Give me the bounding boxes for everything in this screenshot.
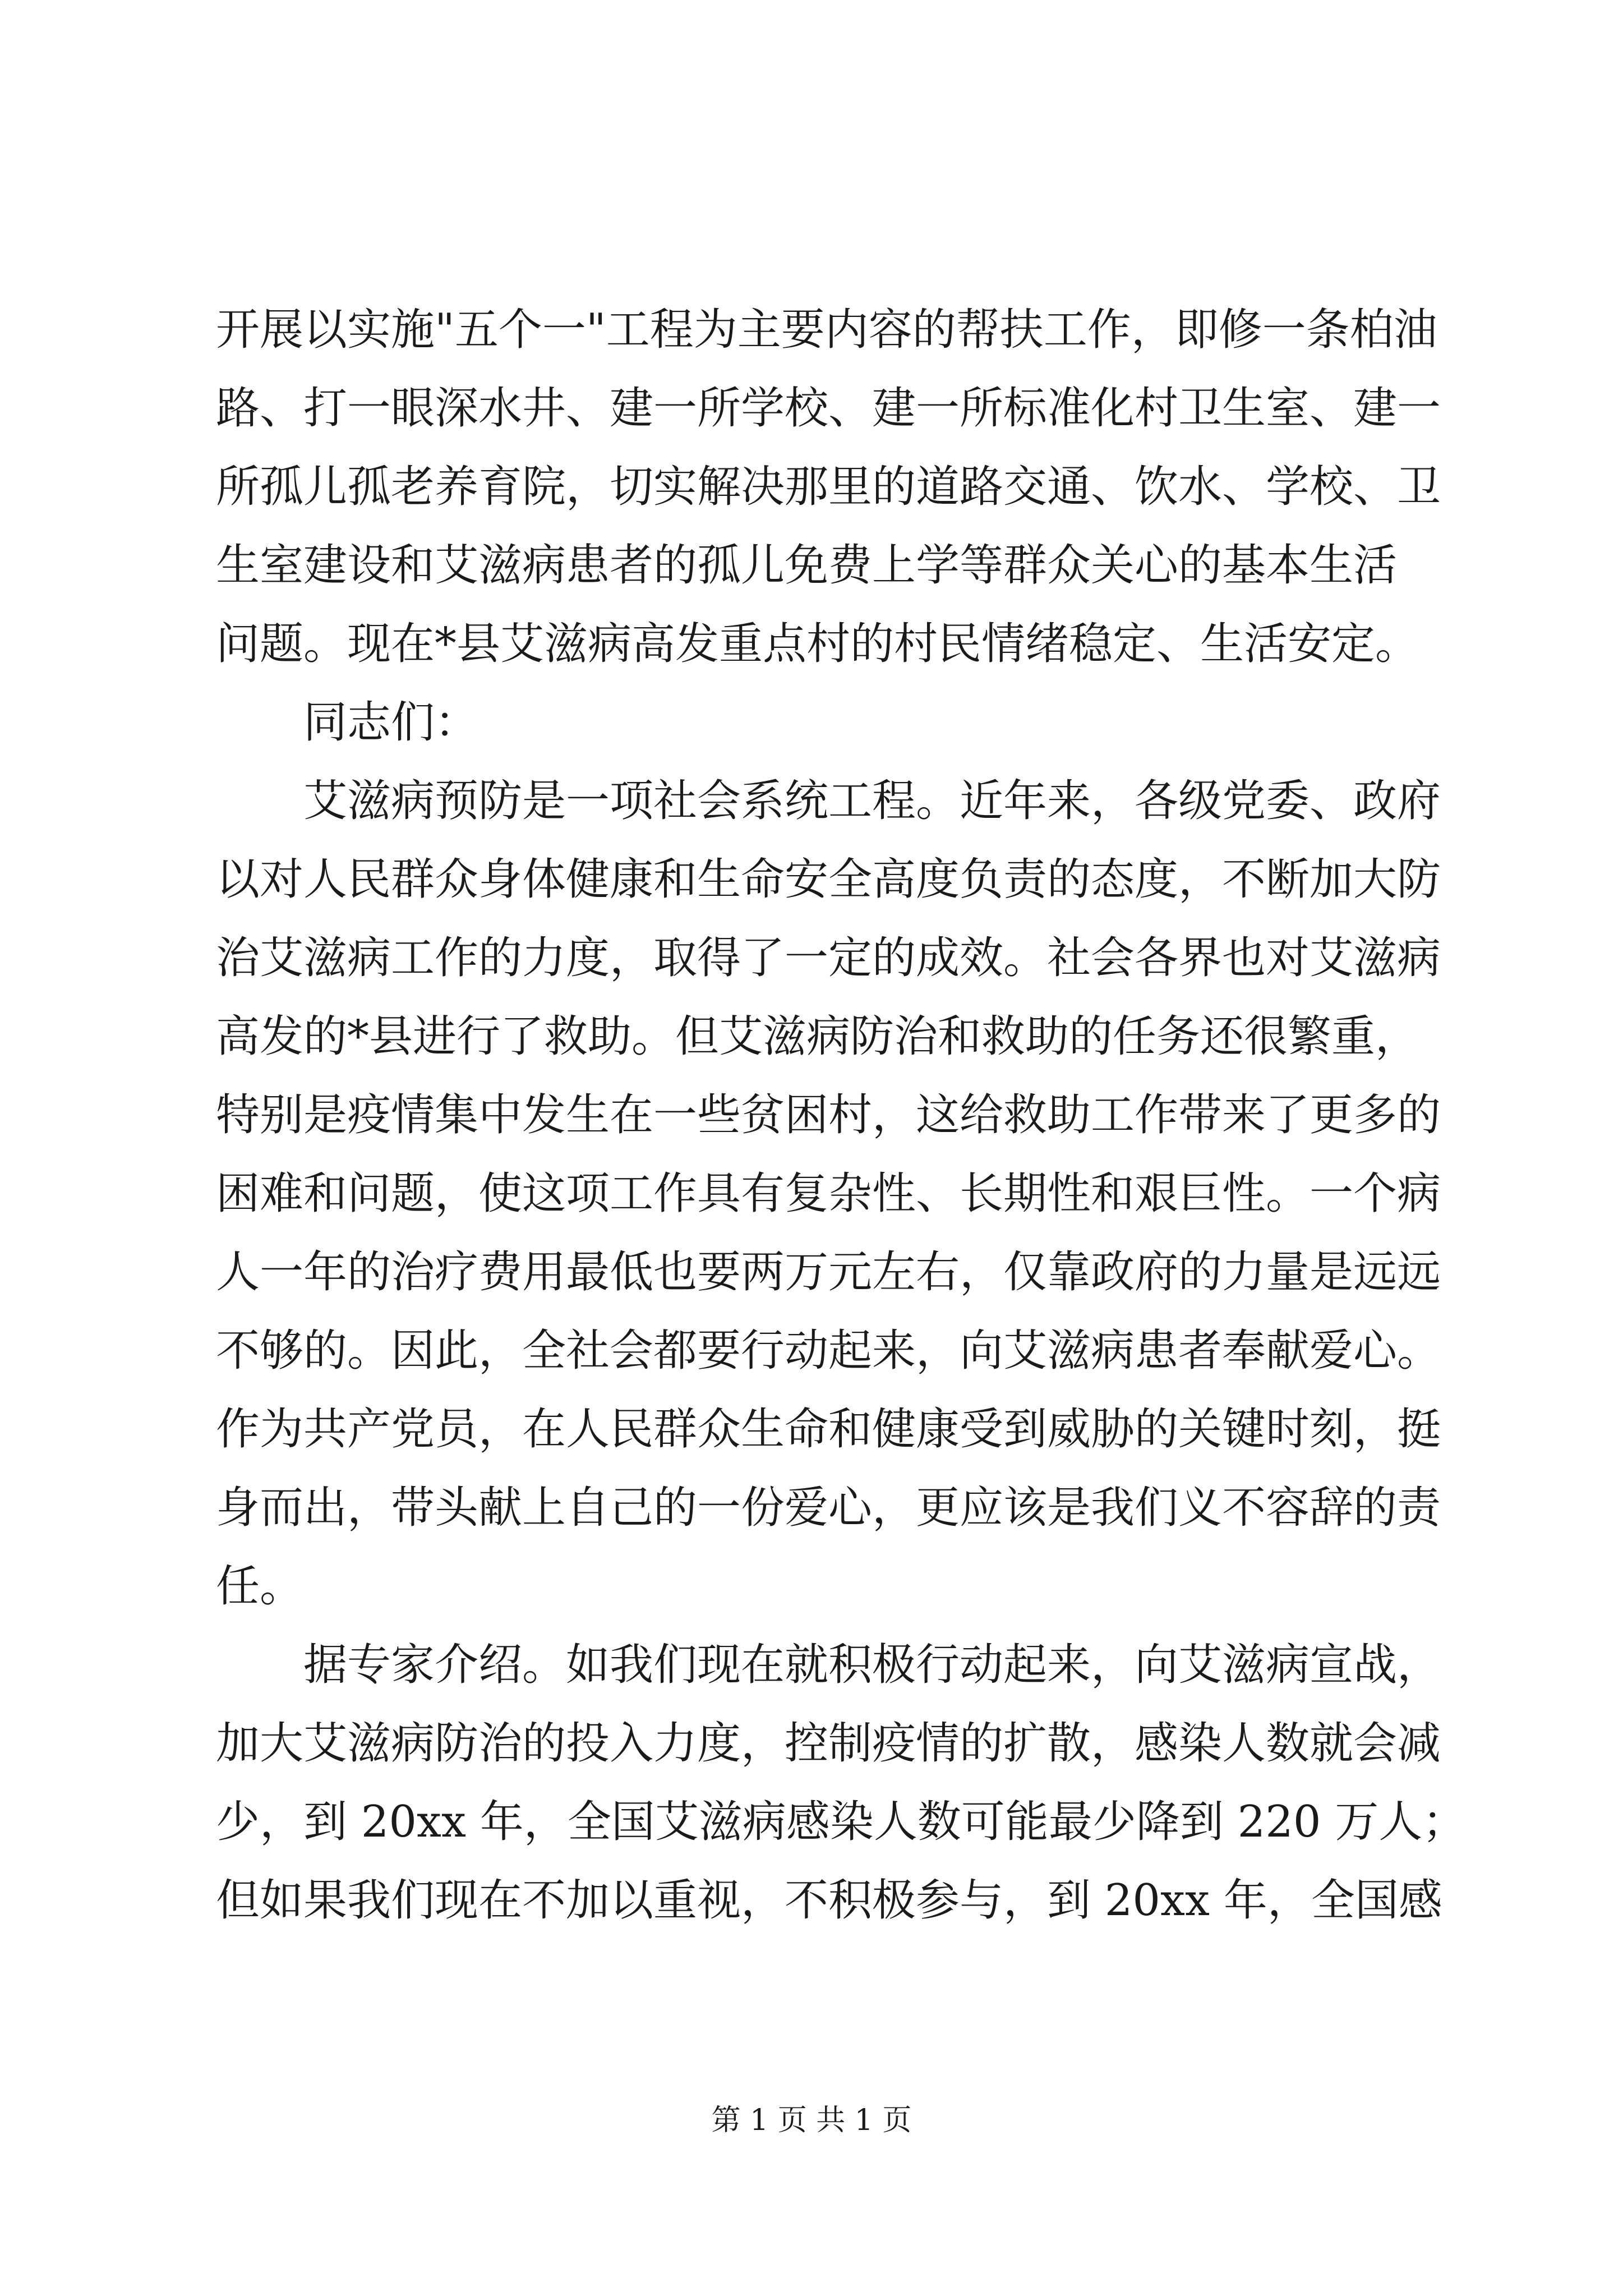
text-line: 特别是疫情集中发生在一些贫困村，这给救助工作带来了更多的: [216, 1090, 1441, 1140]
text-line: 但如果我们现在不加以重视，不积极参与，到 20xx 年，全国感: [216, 1875, 1442, 1926]
text-line: 人一年的治疗费用最低也要两万元左右，仅靠政府的力量是远远: [216, 1247, 1441, 1297]
text-line: 作为共产党员，在人民群众生命和健康受到威胁的关键时刻，挺: [216, 1404, 1441, 1455]
paragraph-start: 艾滋病预防是一项社会系统工程。近年来，各级党委、政府: [303, 776, 1441, 826]
page-number-footer: 第 1 页 共 1 页: [711, 2104, 912, 2137]
text-line: 开展以实施"五个一"工程为主要内容的帮扶工作，即修一条柏油: [216, 305, 1437, 355]
text-line: 高发的*县进行了救助。但艾滋病防治和救助的任务还很繁重，: [216, 1011, 1419, 1062]
text-line: 加大艾滋病防治的投入力度，控制疫情的扩散，感染人数就会减: [216, 1718, 1441, 1769]
text-line: 以对人民群众身体健康和生命安全高度负责的态度，不断加大防: [216, 854, 1441, 905]
paragraph-start: 据专家介绍。如我们现在就积极行动起来，向艾滋病宣战，: [303, 1640, 1441, 1690]
text-line: 困难和问题，使这项工作具有复杂性、长期性和艰巨性。一个病: [216, 1168, 1441, 1219]
text-line: 所孤儿孤老养育院，切实解决那里的道路交通、饮水、学校、卫: [216, 462, 1441, 512]
text-line: 路、打一眼深水井、建一所学校、建一所标准化村卫生室、建一: [216, 383, 1441, 434]
text-line: 不够的。因此，全社会都要行动起来，向艾滋病患者奉献爱心。: [216, 1326, 1441, 1376]
text-line: 问题。现在*县艾滋病高发重点村的村民情绪稳定、生活安定。: [216, 619, 1419, 669]
text-line: 任。: [216, 1561, 304, 1612]
text-line: 少，到 20xx 年，全国艾滋病感染人数可能最少降到 220 万人；: [216, 1797, 1467, 1847]
text-line: 身而出，带头献上自己的一份爱心，更应该是我们义不容辞的责: [216, 1483, 1441, 1533]
salutation: 同志们：: [303, 697, 479, 748]
text-line: 生室建设和艾滋病患者的孤儿免费上学等群众关心的基本生活: [216, 540, 1398, 591]
text-line: 治艾滋病工作的力度，取得了一定的成效。社会各界也对艾滋病: [216, 933, 1441, 983]
